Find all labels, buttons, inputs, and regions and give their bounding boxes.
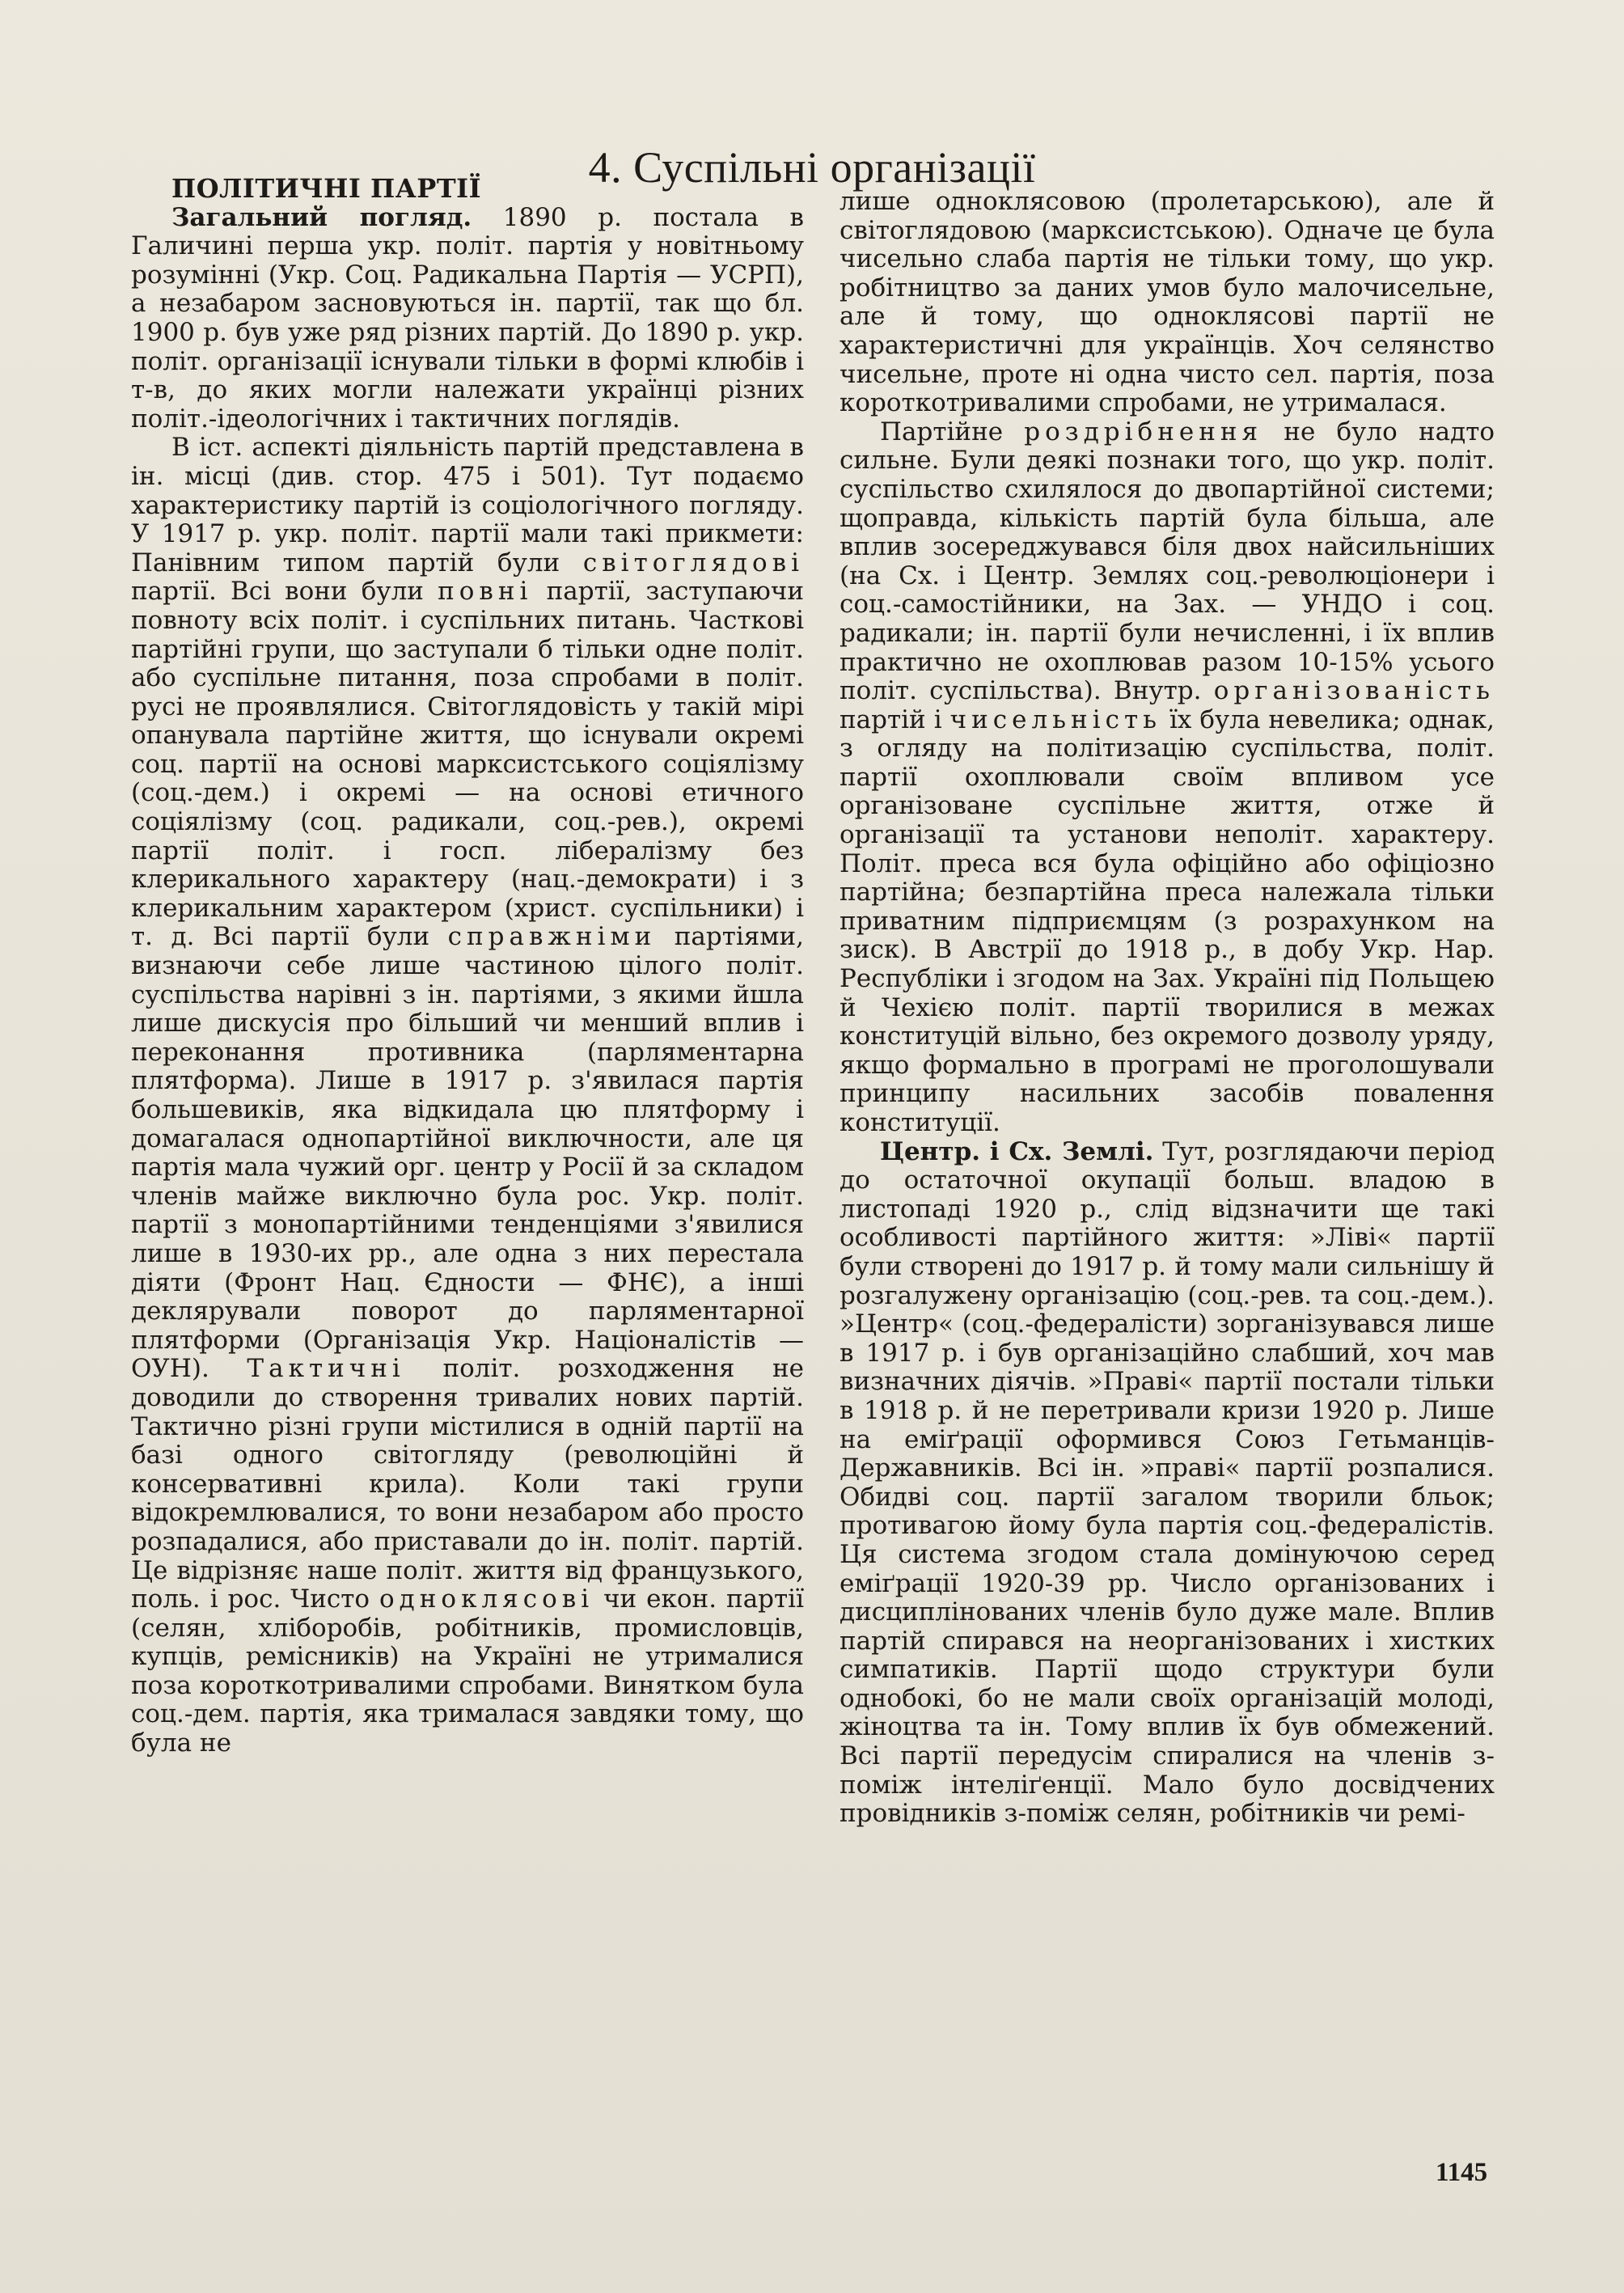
paragraph (839, 1138, 1495, 1829)
paragraph-text: партії. Всі вони були (131, 577, 438, 607)
paragraph-text: Тут, розглядаючи період до остаточної окупації больш. владою в листопаді 1920 р., слід відзначити ще такі особливості партійного життя: »Ліві« партії були створені до 1917 р. й тому мали сильнішу й розгалужену організацію (соц.-рев. та соц.-дем.). »Центр« (соц.-федералісти) зорганізувався лише в 1917 р. і був організаційно слабший, хоч мав визначних діячів. »Праві« партії постали тільки в 1918 р. й не перетривали кризи 1920 р. Лише на еміґрації оформився Союз Гетьманців-Державників. Всі ін. »праві« партії розпалися. Обидві соц. партії загалом творили бльок; противагою йому була партія соц.-федералістів. Ця система згодом стала домінуючою серед еміґрації 1920-39 рр. Число організованих і дисциплінованих членів було дуже мале. Вплив партій спирався на неорганізованих і хистких симпатиків. Партії щодо структури були однобокі, бо не мали своїх організацій молоді, жіноцтва та ін. Тому вплив їх був обмежений. Всі партії передусім спиралися на членів з-поміж інтеліґенції. Мало було досвідчених провідників з-поміж селян, робітників чи ремі- (839, 1136, 1495, 1829)
paragraph-text: політ. розходження не доводили до створення тривалих нових партій. Тактично різні групи містилися в одній партії на базі одного світогляду (революційні й консервативні крила). Коли такі групи відокремлювалися, то вони незабаром або просто розпадалися, або приставали до ін. політ. партій. Це відрізняє наше політ. життя від французького, поль. і рос. Чисто (131, 1354, 805, 1614)
spaced-term: організованість (1213, 676, 1495, 706)
spaced-term: чисельність (949, 704, 1161, 734)
spaced-term: Тактичні (247, 1354, 405, 1384)
paragraph (131, 434, 804, 1758)
paragraph (131, 204, 804, 434)
spaced-term: роздрібнення (1024, 417, 1263, 446)
left-column (131, 175, 804, 1758)
paragraph-text: партій і (839, 704, 950, 734)
page-number: 1145 (1436, 2158, 1488, 2187)
paragraph-text: партії, заступаючи повноту всіх політ. і суспільних питань. Часткові партійні групи, що заступали б тільки одне політ. або суспільне питання, поза спробами в політ. русі не проявлялися. Світоглядовість у такій мірі опанувала партійне життя, що існували окремі соц. партії на основі марксистського соціялізму (соц.-дем.) і окремі — на основі етичного соціялізму (соц. радикали, соц.-рев.), окремі партії політ. і госп. лібералізму без клерикального характеру (нац.-демократи) і з клерикальним характером (христ. суспільники) і т. д. Всі партії були (131, 577, 804, 952)
paragraph-text: 1890 р. постала в Галичині перша укр. політ. партія у новітньому розумінні (Укр. Соц. Радикальна Партія — УСРП), а незабаром засновуються ін. партії, так що бл. 1900 р. був уже ряд різних партій. До 1890 р. укр. політ. організації існували тільки в формі клюбів і т-в, до яких могли належати українці різних політ.-ідеологічних і тактичних поглядів. (131, 202, 805, 434)
spaced-term: повні (438, 577, 533, 607)
right-column (839, 188, 1495, 1829)
paragraph-text: В іст. аспекті діяльність партій представлена в ін. місці (див. стор. 475 і 501). Тут подаємо характеристику партій із соціологічного погляду. У 1917 р. укр. політ. партії мали такі прикмети: Панівним типом партій були (131, 433, 804, 577)
paragraph-text: чи екон. партії (селян, хліборобів, робітників, промисловців, купців, ремісників) на Україні не утрималися поза короткотривалими спробами. Винятком була соц.-дем. партія, яка трималася завдяки тому, що була не (131, 1584, 804, 1758)
spaced-term: одноклясові (379, 1584, 594, 1614)
paragraph-text: не було надто сильне. Були деякі познаки того, що укр. політ. суспільство схилялося до двопартійної системи; щоправда, кількість партій була більша, але вплив зосереджувався біля двох найсильніших (на Сх. і Центр. Землях соц.-революціонери і соц.-самостійники, на Зах. — УНДО і соц. радикали; ін. партії були нечисленні, і їх вплив практично не охоплював разом 10-15% усього політ. суспільства). Внутр. (839, 417, 1495, 706)
paragraph-text: партіями, визнаючи себе лише частиною цілого політ. суспільства нарівні з ін. партіями, з якими йшла лише дискусія про більший чи менший вплив і переконання противника (парляментарна плятформа). Лише в 1917 р. з'явилася партія большевиків, яка відкидала цю плятформу і домагалася однопартійної виключности, але ця партія мала чужий орг. центр у Росії й за складом членів майже виключно була рос. Укр. політ. партії з монопартійними тенденціями з'явилися лише в 1930-их рр., але одна з них перестала діяти (Фронт Нац. Єдности — ФНЄ), а інші деклярували поворот до парляментарної плятформи (Організація Укр. Націоналістів — ОУН). (131, 922, 804, 1384)
paragraph: лише одноклясовою (пролетарською), але й світоглядовою (марксистською). Одначе це була чисельно слаба партія не тільки тому, що укр. робітництво за даних умов було малочисельне, але й тому, що одноклясові партії не характеристичні для українців. Хоч селянство чисельне, проте ні одна чисто сел. партія, поза короткотривалими спробами, не утрималася. (839, 187, 1495, 418)
paragraph (839, 418, 1495, 1138)
paragraph-text: їх була невелика; однак, з огляду на політизацію суспільства, політ. партії охоплювали своїм впливом усе організоване суспільне життя, отже й організації та установи неполіт. характеру. Політ. преса вся була офіційно або офіціозно партійна; безпартійна преса належала тільки приватним підприємцям (з розрахунком на зиск). В Австрії до 1918 р., в добу Укр. Нар. Республіки і згодом на Зах. Україні під Польщею й Чехією політ. партії творилися в межах конституцій вільно, без окремого дозволу уряду, якщо формально в програмі не проголошували принципу насильних засобів повалення конституції. (839, 704, 1495, 1137)
paragraph-lead: Центр. і Сх. Землі. (880, 1136, 1154, 1166)
chapter-heading: 4. Суспільні організації (588, 143, 1036, 192)
section-title: ПОЛІТИЧНІ ПАРТІЇ (171, 173, 482, 204)
spaced-term: справжніми (447, 922, 657, 952)
paragraph-text: Партійне (880, 417, 1025, 446)
spaced-term: світоглядові (582, 548, 804, 577)
paragraph-lead: Загальний погляд. (171, 202, 472, 232)
